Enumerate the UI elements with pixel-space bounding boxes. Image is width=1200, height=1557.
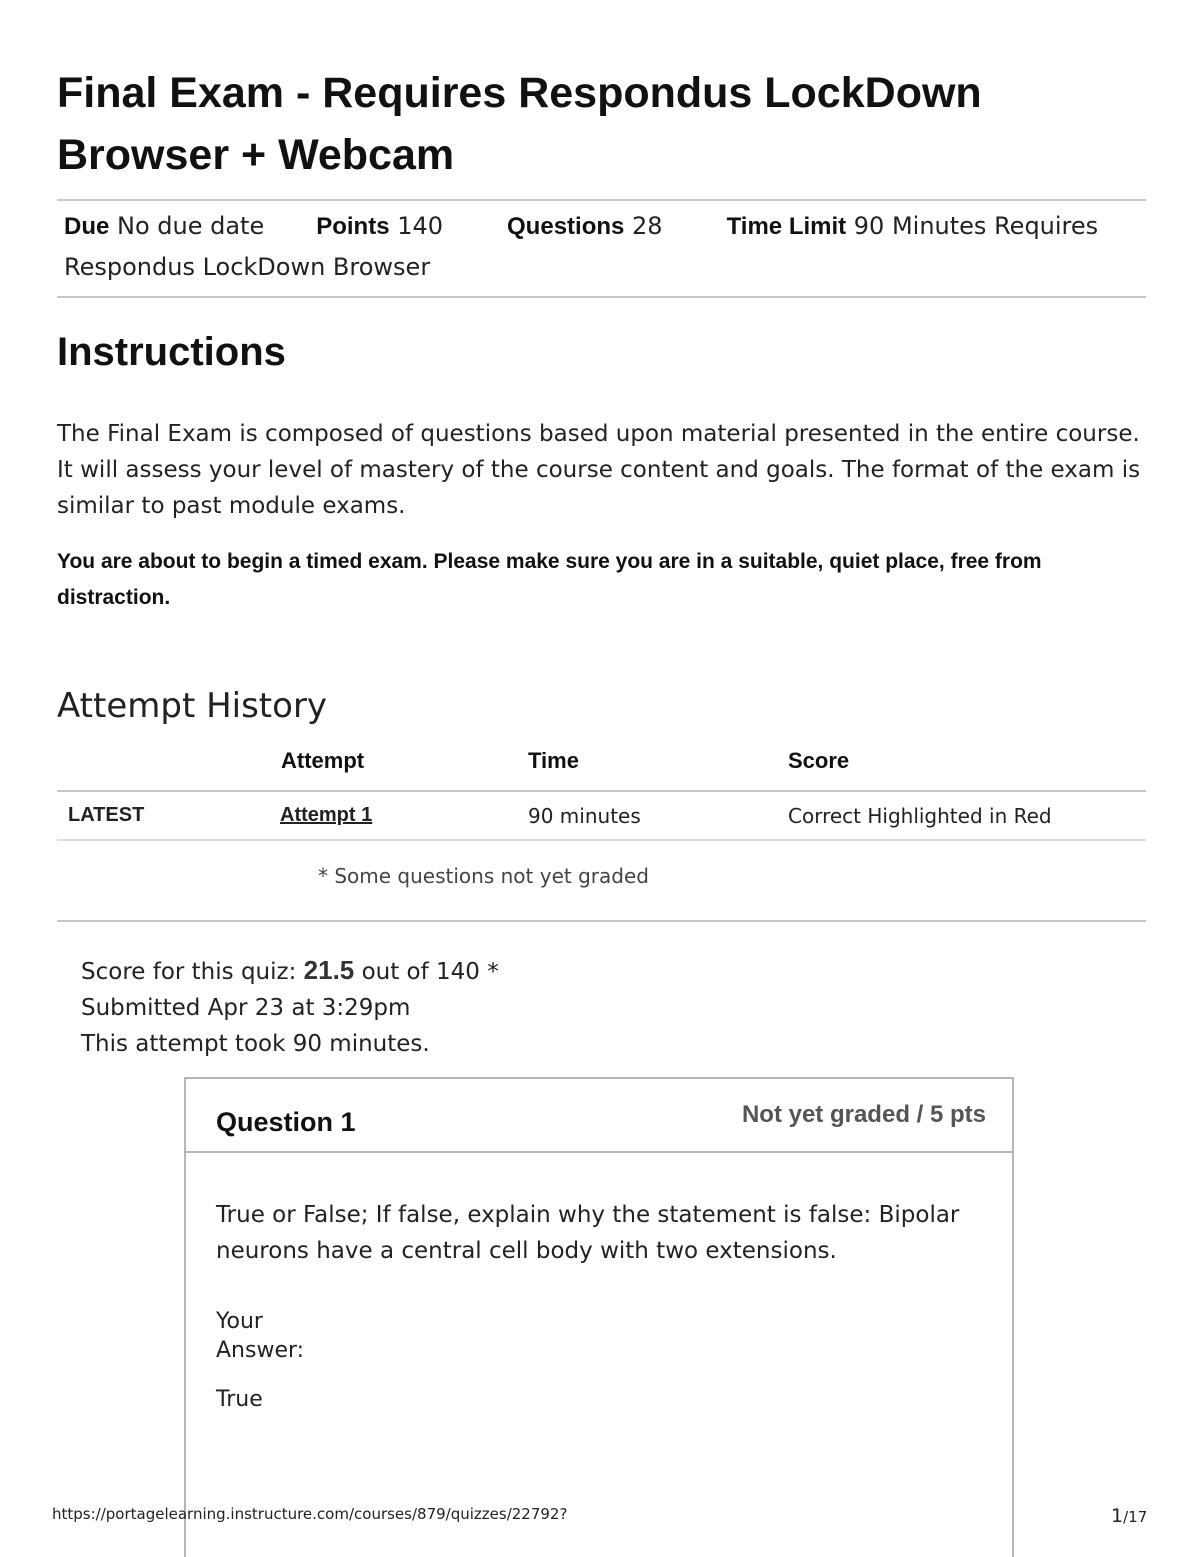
column-header-score: Score <box>788 748 850 773</box>
page-number: 1 <box>1111 1505 1124 1527</box>
your-answer-label: Your Answer: <box>216 1309 305 1363</box>
answer-value: True <box>216 1387 263 1412</box>
score-value: 21.5 <box>303 955 355 985</box>
points-value: 140 <box>397 212 444 240</box>
instructions-body: The Final Exam is composed of questions based upon material presented in the entire course. It will assess your level of mastery of the course content and goals. The format of the exam is similar to past module exams. <box>57 421 1141 519</box>
table-header-divider <box>57 790 1146 792</box>
table-row-divider <box>57 839 1146 841</box>
page-title: Final Exam - Requires Respondus LockDown Browser + Webcam <box>57 69 982 179</box>
questions-label: Questions <box>507 213 625 240</box>
quiz-score-line <box>81 952 499 990</box>
question-title: Question 1 <box>216 1107 356 1137</box>
submitted-line: Submitted Apr 23 at 3:29pm <box>81 995 411 1021</box>
time-limit-label: Time Limit <box>726 213 847 240</box>
question-header <box>186 1079 1012 1153</box>
time-limit-value: 90 Minutes <box>853 212 987 240</box>
page-total: /17 <box>1123 1508 1148 1526</box>
question-text: True or False; If false, explain why the statement is false: Bipolar neurons have a central cell body with two extensions. <box>216 1202 960 1264</box>
instructions-heading: Instructions <box>57 330 286 374</box>
score-prefix: Score for this quiz: <box>81 959 297 985</box>
instructions-warning: You are about to begin a timed exam. Please make sure you are in a suitable, quiet place, free from distraction. <box>57 550 1042 609</box>
ungraded-note: * Some questions not yet graded <box>318 864 649 888</box>
latest-tag: LATEST <box>68 804 145 826</box>
question-card <box>184 1077 1014 1557</box>
due-label: Due <box>64 213 110 240</box>
questions-value: 28 <box>632 212 663 240</box>
divider <box>57 920 1146 922</box>
duration-line: This attempt took 90 minutes. <box>81 1031 430 1057</box>
column-header-attempt: Attempt <box>281 748 365 773</box>
column-header-time: Time <box>528 748 579 773</box>
attempt-history-heading: Attempt History <box>57 686 328 726</box>
quiz-details <box>64 206 1144 287</box>
print-footer-url: https://portagelearning.instructure.com/courses/879/quizzes/22792? <box>52 1505 568 1523</box>
score-suffix: out of 140 * <box>361 959 499 985</box>
score-summary <box>81 952 499 1062</box>
divider <box>57 296 1146 298</box>
points-label: Points <box>316 213 390 240</box>
print-page-number <box>1111 1505 1147 1527</box>
divider <box>57 199 1146 201</box>
question-points: Not yet graded / 5 pts <box>741 1101 986 1128</box>
attempt-score: Correct Highlighted in Red <box>788 804 1052 828</box>
due-value: No due date <box>116 212 265 240</box>
attempt-time: 90 minutes <box>528 804 641 828</box>
attempt-1-link[interactable]: Attempt 1 <box>280 804 373 826</box>
lockdown-note: Requires Respondus LockDown Browser <box>64 212 1099 281</box>
